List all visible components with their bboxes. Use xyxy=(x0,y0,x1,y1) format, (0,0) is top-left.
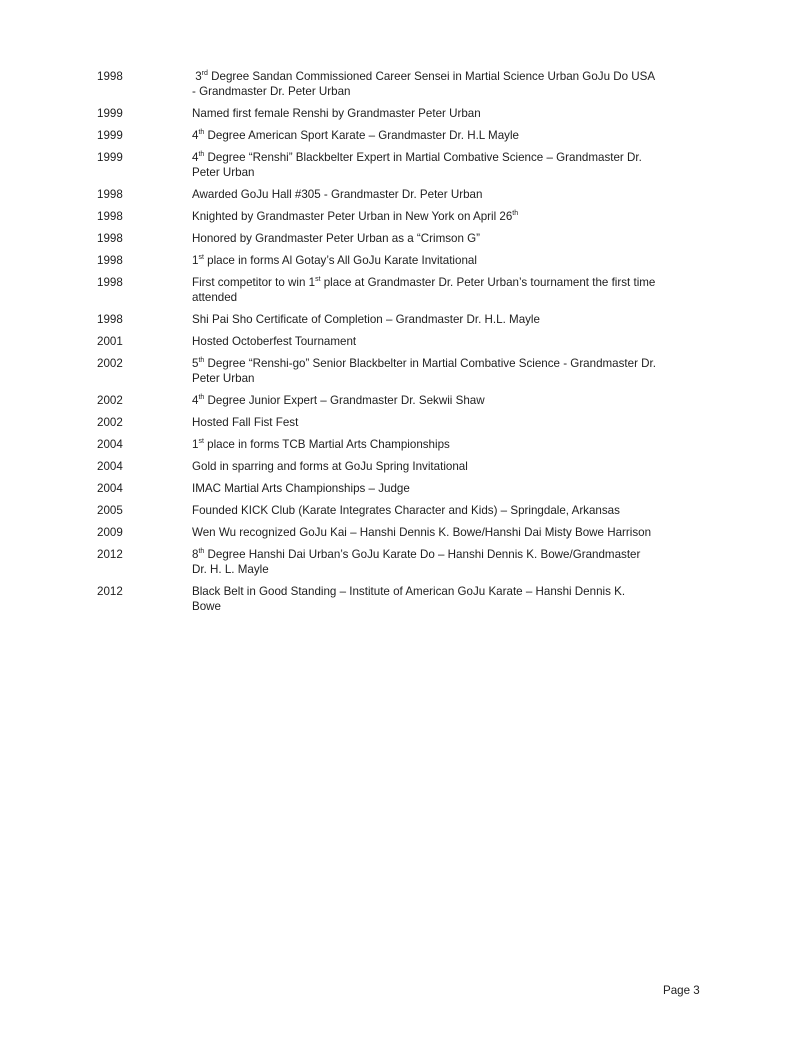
entry-text: Degree “Renshi” Blackbelter Expert in Martial Combative Science – Grandmaster Dr. Peter Urban xyxy=(192,151,642,179)
entry-year: 2002 xyxy=(97,357,123,370)
entry-text: Gold in sparring and forms at GoJu Spring Invitational xyxy=(192,460,468,473)
ordinal-suffix: st xyxy=(198,254,204,262)
ordinal-suffix: rd xyxy=(201,70,208,78)
entry-year: 2012 xyxy=(97,585,123,598)
entry-year: 1999 xyxy=(97,129,123,142)
ordinal-suffix: th xyxy=(198,151,205,159)
entry-text: 8 xyxy=(192,548,199,561)
entry-year: 1998 xyxy=(97,313,123,326)
entry-year: 2012 xyxy=(97,548,123,561)
entry-text: 1 xyxy=(192,438,199,451)
entry-text: 5 xyxy=(192,357,199,370)
entry-description xyxy=(192,209,657,224)
entry-description xyxy=(192,150,657,180)
entry-text: First competitor to win 1 xyxy=(192,276,316,289)
entry-year: 1999 xyxy=(97,107,123,120)
entry-year: 1998 xyxy=(97,188,123,201)
entry-description xyxy=(192,525,657,540)
entry-year: 2004 xyxy=(97,482,123,495)
timeline-row xyxy=(97,253,657,268)
entry-text: Hosted Octoberfest Tournament xyxy=(192,335,357,348)
entry-text: Hosted Fall Fist Fest xyxy=(192,416,299,429)
entry-text: Wen Wu recognized GoJu Kai – Hanshi Dennis K. Bowe/Hanshi Dai Misty Bowe Harrison xyxy=(192,526,652,539)
ordinal-suffix: th xyxy=(198,394,205,402)
entry-year: 2009 xyxy=(97,526,123,539)
timeline-row xyxy=(97,437,657,452)
entry-text: 1 xyxy=(192,254,199,267)
entry-description xyxy=(192,128,657,143)
entry-year: 2004 xyxy=(97,438,123,451)
entry-text: 3 xyxy=(192,70,202,83)
page-number: Page 3 xyxy=(663,984,700,997)
entry-description xyxy=(192,69,657,99)
entry-year: 2001 xyxy=(97,335,123,348)
entry-text: Honored by Grandmaster Peter Urban as a “Crimson G” xyxy=(192,232,481,245)
timeline-row xyxy=(97,275,657,305)
entry-description xyxy=(192,334,657,349)
entry-text: Knighted by Grandmaster Peter Urban in New York on April 26 xyxy=(192,210,513,223)
timeline-row xyxy=(97,106,657,121)
entry-description xyxy=(192,393,657,408)
entry-description xyxy=(192,481,657,496)
entry-description xyxy=(192,584,657,614)
entry-text: Degree American Sport Karate – Grandmaster Dr. H.L Mayle xyxy=(204,129,519,142)
entry-description xyxy=(192,187,657,202)
entry-year: 1998 xyxy=(97,70,123,83)
timeline-row xyxy=(97,481,657,496)
entry-text: Named first female Renshi by Grandmaster Peter Urban xyxy=(192,107,481,120)
entry-description xyxy=(192,547,657,577)
timeline-row xyxy=(97,334,657,349)
entry-year: 2002 xyxy=(97,394,123,407)
entry-text: Awarded GoJu Hall #305 - Grandmaster Dr. Peter Urban xyxy=(192,188,483,201)
ordinal-suffix: th xyxy=(512,210,519,218)
entry-description xyxy=(192,231,657,246)
entry-description xyxy=(192,106,657,121)
entry-text: Black Belt in Good Standing – Institute of American GoJu Karate – Hanshi Dennis K. Bowe xyxy=(192,585,626,613)
ordinal-suffix: st xyxy=(315,276,321,284)
entry-year: 1998 xyxy=(97,254,123,267)
ordinal-suffix: th xyxy=(198,548,205,556)
entry-description xyxy=(192,253,657,268)
entry-text: Degree “Renshi-go” Senior Blackbelter in Martial Combative Science - Grandmaster Dr. Peter Urban xyxy=(192,357,656,385)
timeline-row xyxy=(97,356,657,386)
entry-year: 1999 xyxy=(97,151,123,164)
timeline-row xyxy=(97,503,657,518)
entry-description xyxy=(192,503,657,518)
entry-year: 1998 xyxy=(97,210,123,223)
entry-text: Degree Junior Expert – Grandmaster Dr. Sekwii Shaw xyxy=(204,394,485,407)
entry-description xyxy=(192,415,657,430)
entry-text: place in forms Al Gotay’s All GoJu Karate Invitational xyxy=(203,254,477,267)
timeline-entries xyxy=(97,69,657,621)
entry-text: Degree Hanshi Dai Urban’s GoJu Karate Do – Hanshi Dennis K. Bowe/Grandmaster Dr. H. L. Mayle xyxy=(192,548,641,576)
timeline-row xyxy=(97,525,657,540)
entry-year: 1998 xyxy=(97,276,123,289)
entry-description xyxy=(192,437,657,452)
timeline-row xyxy=(97,69,657,99)
timeline-row xyxy=(97,584,657,614)
timeline-row xyxy=(97,231,657,246)
entry-text: place at Grandmaster Dr. Peter Urban’s tournament the first time attended xyxy=(192,276,656,304)
entry-text: Founded KICK Club (Karate Integrates Character and Kids) – Springdale, Arkansas xyxy=(192,504,620,517)
entry-text: IMAC Martial Arts Championships – Judge xyxy=(192,482,410,495)
ordinal-suffix: st xyxy=(198,438,204,446)
entry-text: Degree Sandan Commissioned Career Sensei in Martial Science Urban GoJu Do USA - Grandmaster Dr. Peter Urban xyxy=(192,70,655,98)
entry-description xyxy=(192,356,657,386)
timeline-row xyxy=(97,547,657,577)
entry-text: Shi Pai Sho Certificate of Completion – Grandmaster Dr. H.L. Mayle xyxy=(192,313,540,326)
entry-text: 4 xyxy=(192,394,199,407)
entry-year: 2002 xyxy=(97,416,123,429)
timeline-row xyxy=(97,459,657,474)
entry-description xyxy=(192,459,657,474)
entry-text: place in forms TCB Martial Arts Championships xyxy=(203,438,450,451)
entry-year: 2004 xyxy=(97,460,123,473)
entry-text: 4 xyxy=(192,151,199,164)
timeline-row xyxy=(97,415,657,430)
timeline-row xyxy=(97,150,657,180)
ordinal-suffix: th xyxy=(198,129,205,137)
timeline-row xyxy=(97,209,657,224)
entry-year: 2005 xyxy=(97,504,123,517)
entry-description xyxy=(192,275,657,305)
timeline-row xyxy=(97,128,657,143)
entry-text: 4 xyxy=(192,129,199,142)
timeline-row xyxy=(97,312,657,327)
timeline-row xyxy=(97,187,657,202)
entry-description xyxy=(192,312,657,327)
ordinal-suffix: th xyxy=(198,357,205,365)
entry-year: 1998 xyxy=(97,232,123,245)
timeline-row xyxy=(97,393,657,408)
